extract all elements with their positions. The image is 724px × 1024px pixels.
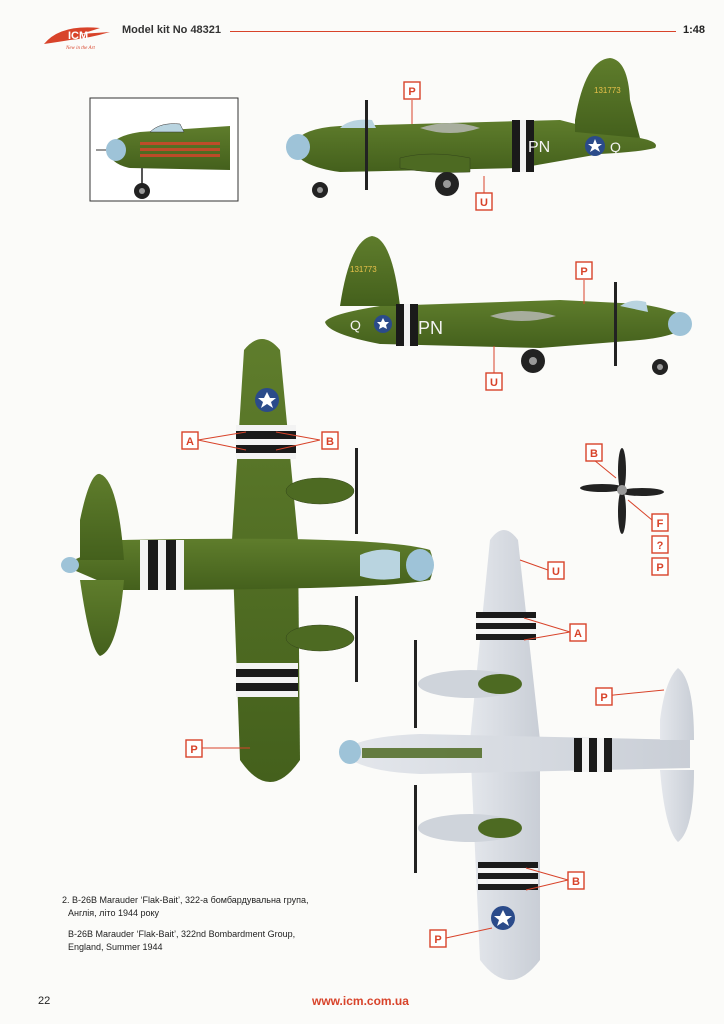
caption-en-line1: B-26B Marauder ‘Flak-Bait’, 322nd Bombardment Group, [68, 929, 296, 939]
svg-text:P: P [434, 934, 442, 946]
nose-art-inset [90, 98, 238, 201]
bomb-tally [140, 142, 220, 157]
callout-U-top [476, 193, 492, 210]
top-view [61, 339, 434, 782]
model-kit-number: Model kit No 48321 [122, 24, 222, 36]
callout-A-topview [182, 432, 198, 449]
side1-code: PN [528, 139, 551, 156]
callout-P-prop [652, 558, 668, 575]
callout-P-top [404, 82, 420, 99]
side1-letter: Q [610, 139, 621, 155]
callout-B-topview [322, 432, 338, 449]
caption-english [68, 928, 368, 954]
website-link[interactable]: www.icm.com.ua [312, 994, 409, 1008]
side-view-left [286, 58, 656, 198]
svg-text:P: P [580, 266, 588, 278]
brand-text: ICM [68, 30, 89, 42]
callout-U-bottom [548, 562, 564, 579]
caption-ukrainian [62, 894, 362, 920]
svg-text:B: B [326, 436, 334, 448]
side-view-right [325, 236, 692, 375]
scale-label: 1:48 [683, 24, 706, 36]
caption-en-line2: England, Summer 1944 [68, 942, 163, 952]
callout-B-prop [586, 444, 602, 461]
svg-text:B: B [572, 876, 580, 888]
callout-P-topview [186, 740, 202, 757]
side2-code: PN [418, 318, 444, 338]
svg-text:?: ? [656, 540, 664, 552]
page-number: 22 [38, 995, 51, 1007]
callout-P-bottom-tail [596, 688, 612, 705]
svg-text:P: P [656, 562, 664, 574]
caption-uk-line1: 2. B-26B Marauder ‘Flak-Bait’, 322-а бомбардувальна група, [62, 895, 309, 905]
side2-serial: 131773 [350, 265, 377, 274]
svg-text:A: A [186, 436, 194, 448]
svg-text:B: B [590, 448, 598, 460]
svg-text:U: U [480, 197, 488, 209]
bottom-view [339, 530, 694, 980]
side1-serial: 131773 [594, 86, 621, 95]
svg-text:P: P [190, 744, 198, 756]
side2-letter: Q [350, 317, 361, 333]
callout-B-bottom [568, 872, 584, 889]
svg-text:U: U [552, 566, 560, 578]
svg-text:U: U [490, 377, 498, 389]
caption-uk-line2: Англія, літо 1944 року [68, 908, 160, 918]
svg-text:F: F [656, 518, 664, 530]
callout-question-prop [652, 536, 668, 553]
callout-A-bottom [570, 624, 586, 641]
callout-P-side2 [576, 262, 592, 279]
callout-F-prop [652, 514, 668, 531]
svg-text:P: P [600, 692, 608, 704]
svg-text:P: P [408, 86, 416, 98]
callout-U-side2 [486, 373, 502, 390]
brand-tagline: New in the Art [66, 46, 95, 51]
svg-text:A: A [574, 628, 582, 640]
callout-P-bottom [430, 930, 446, 947]
